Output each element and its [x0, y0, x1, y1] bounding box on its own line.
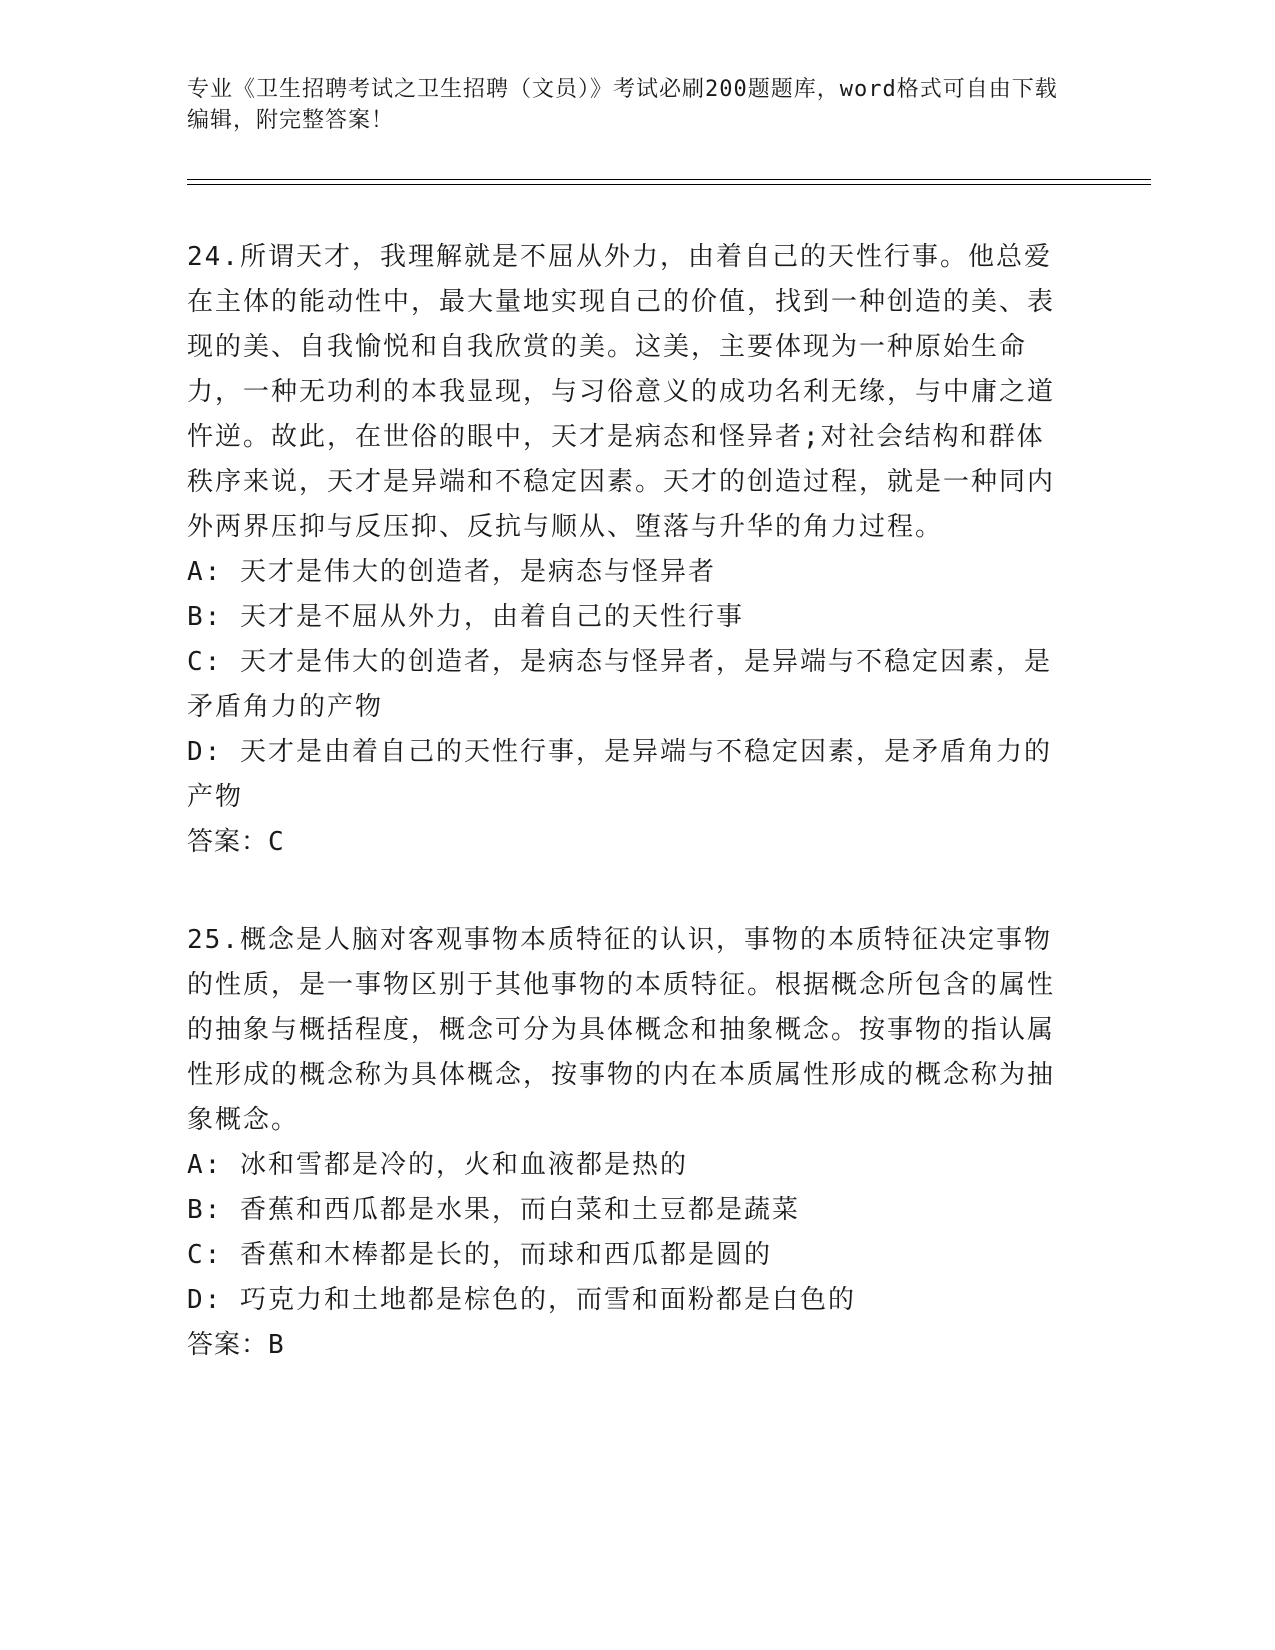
- option-d: D: 天才是由着自己的天性行事，是异端与不稳定因素，是矛盾角力的产物: [187, 737, 1052, 812]
- option-a: A: 天才是伟大的创造者，是病态与怪异者: [187, 557, 716, 587]
- question-stem: 25.概念是人脑对客观事物本质特征的认识，事物的本质特征决定事物的性质，是一事物区别于其他事物的本质特征。根据概念所包含的属性的抽象与概括程度，概念可分为具体概念和抽象概念。按事物的指认属性形成的概念称为具体概念，按事物的内在本质属性形成的概念称为抽象概念。: [187, 925, 1056, 1135]
- answer-value: B: [268, 1330, 285, 1360]
- option-c: C: 香蕉和木棒都是长的，而球和西瓜都是圆的: [187, 1240, 772, 1270]
- question-25: [187, 918, 1067, 1368]
- option-a: A: 冰和雪都是冷的，火和血液都是热的: [187, 1150, 688, 1180]
- answer-label: 答案：: [187, 1330, 269, 1360]
- document-header: [187, 74, 1067, 136]
- option-d: D: 巧克力和土地都是棕色的，而雪和面粉都是白色的: [187, 1285, 856, 1315]
- option-b: B: 香蕉和西瓜都是水果，而白菜和土豆都是蔬菜: [187, 1195, 800, 1225]
- answer-line: [187, 1323, 1067, 1368]
- answer-line: [187, 820, 1067, 865]
- question-24: [187, 235, 1067, 865]
- header-text: 专业《卫生招聘考试之卫生招聘（文员）》考试必刷200题题库，word格式可自由下载编辑，附完整答案！: [187, 77, 1058, 133]
- header-rule-bottom: [187, 184, 1151, 185]
- answer-value: C: [268, 827, 285, 857]
- question-stem: 24.所谓天才，我理解就是不屈从外力，由着自己的天性行事。他总爱在主体的能动性中，最大量地实现自己的价值，找到一种创造的美、表现的美、自我愉悦和自我欣赏的美。这美，主要体现为一种原始生命力，一种无功利的本我显现，与习俗意义的成功名利无缘，与中庸之道忤逆。故此，在世俗的眼中，天才是病态和怪异者;对社会结构和群体秩序来说，天才是异端和不稳定因素。天才的创造过程，就是一种同内外两界压抑与反压抑、反抗与顺从、堕落与升华的角力过程。: [187, 242, 1056, 542]
- option-b: B: 天才是不屈从外力，由着自己的天性行事: [187, 602, 744, 632]
- option-c: C: 天才是伟大的创造者，是病态与怪异者，是异端与不稳定因素，是矛盾角力的产物: [187, 647, 1052, 722]
- answer-label: 答案：: [187, 827, 269, 857]
- header-rule-top: [187, 179, 1151, 180]
